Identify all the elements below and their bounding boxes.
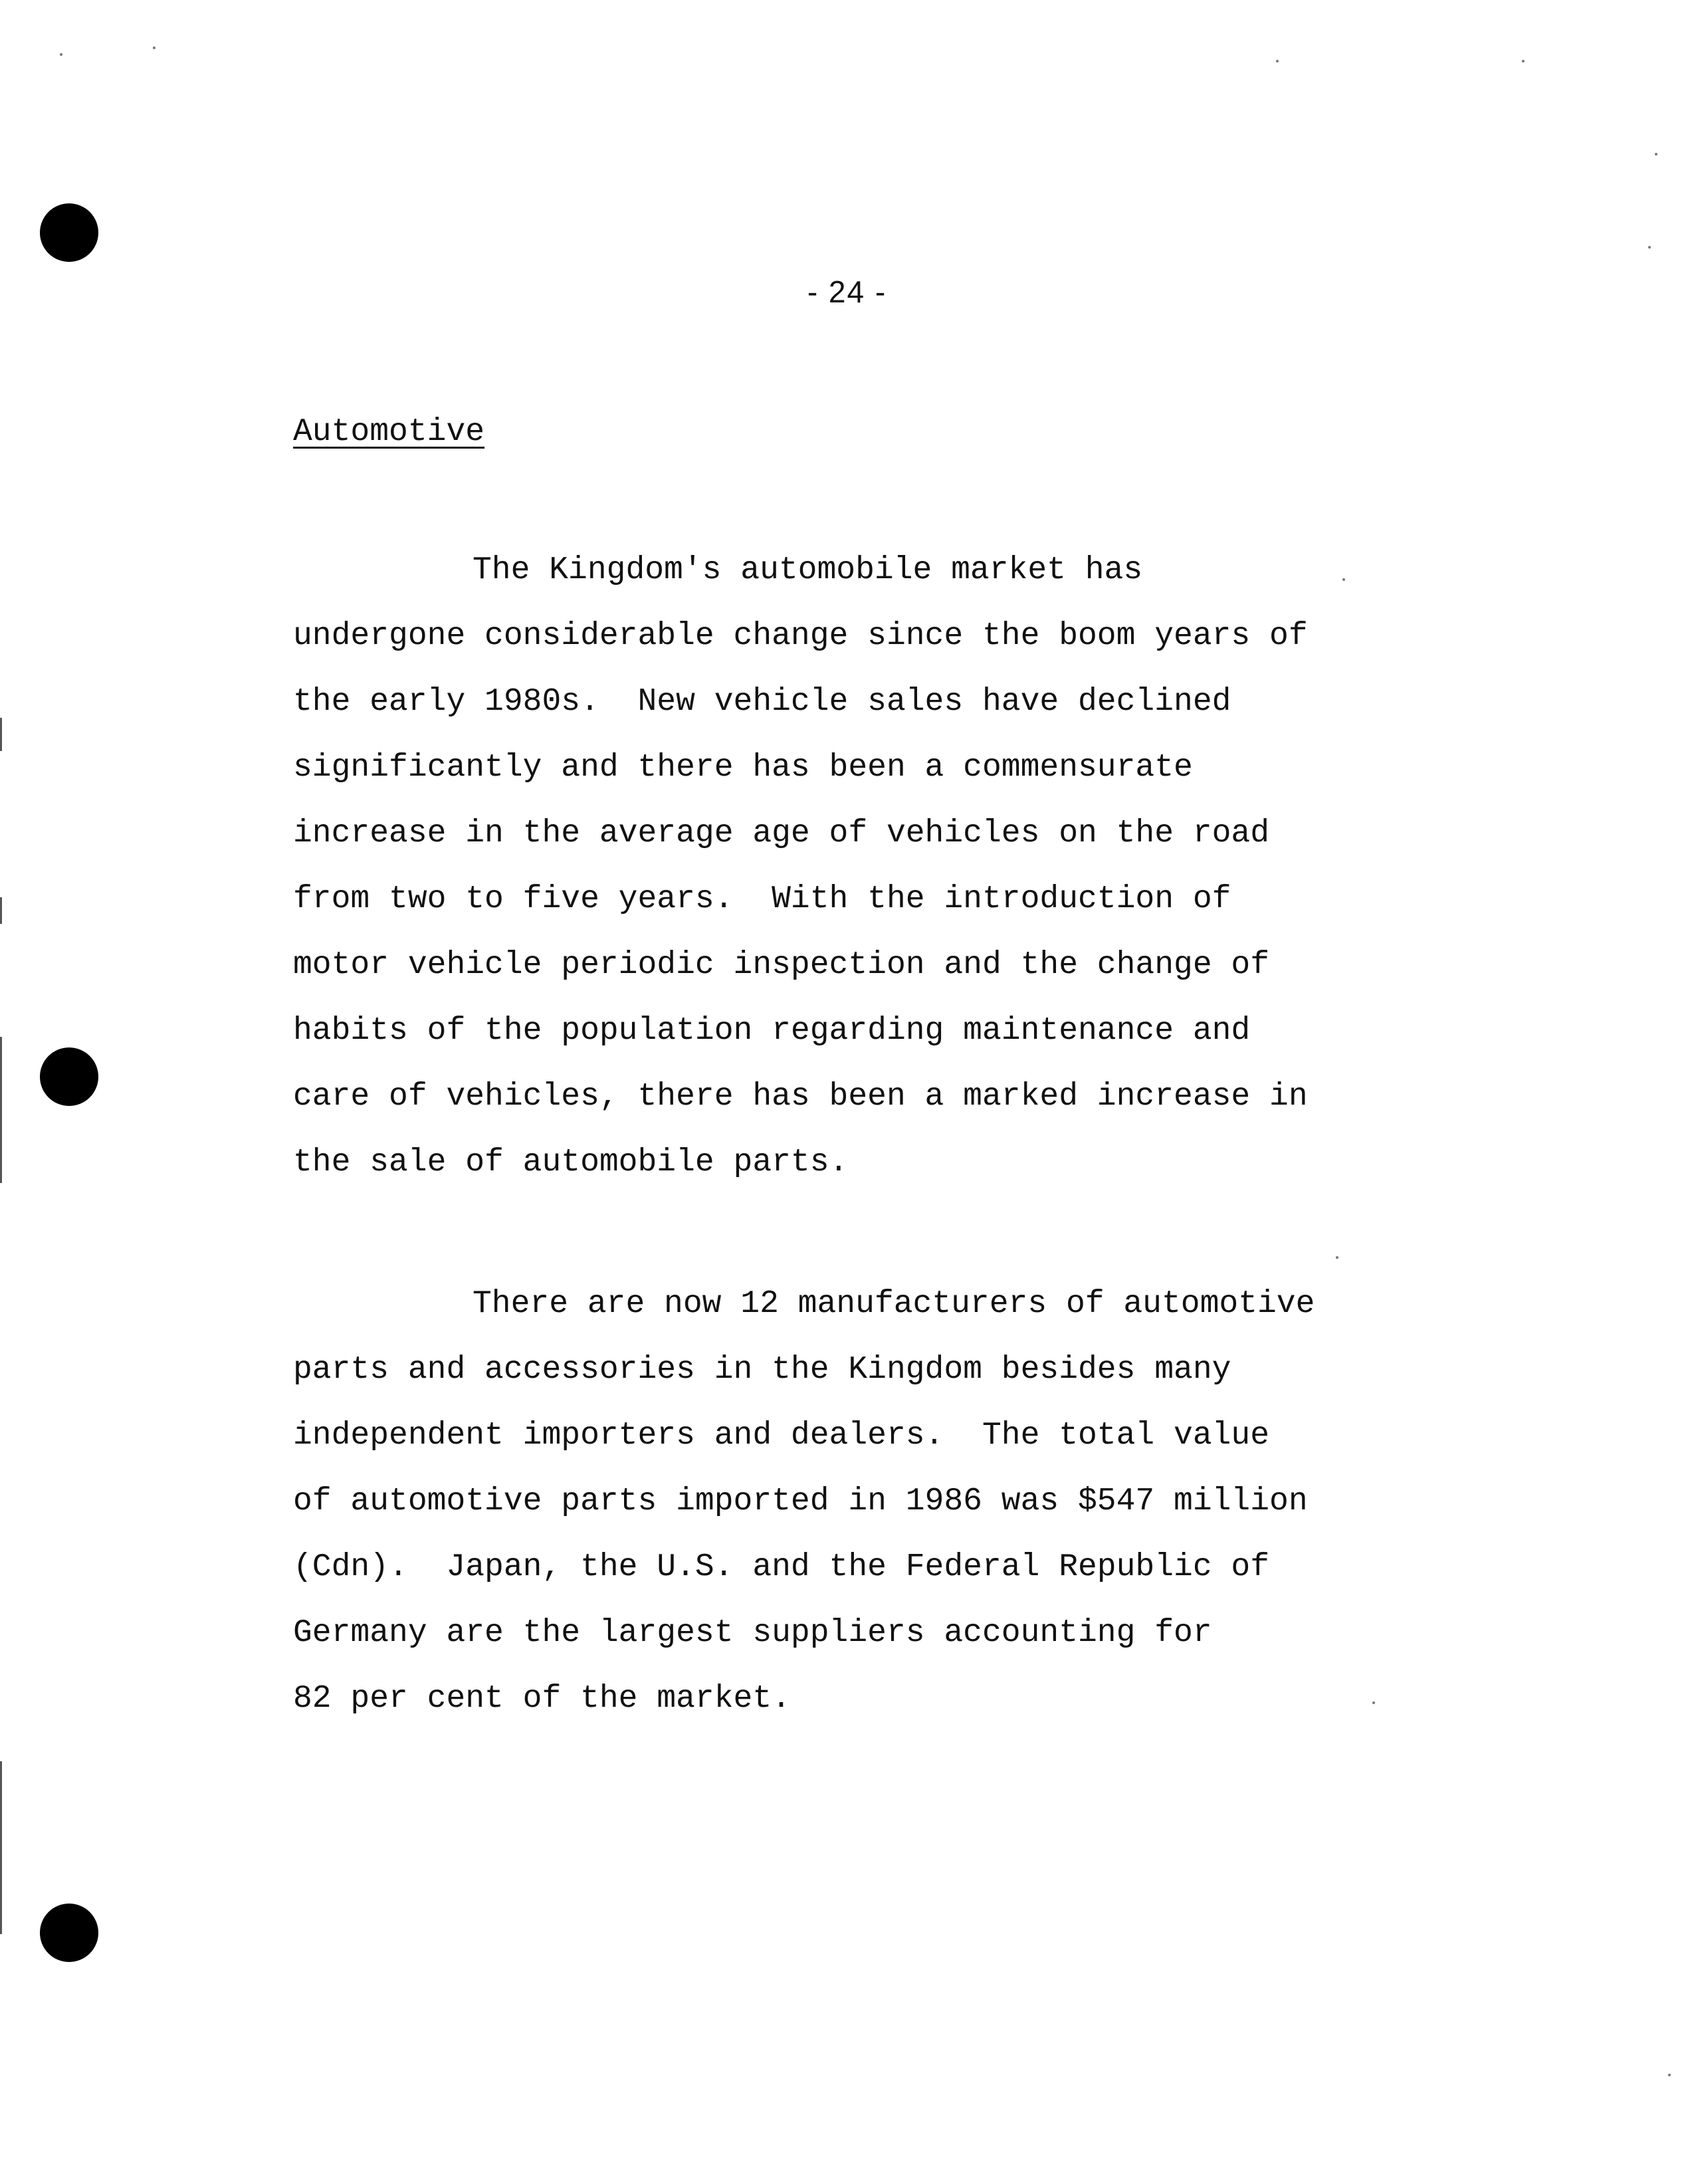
paragraph-line: habits of the population regarding maintenance and	[293, 1013, 1251, 1049]
paragraph-line: motor vehicle periodic inspection and the change of	[293, 947, 1270, 983]
paragraph	[293, 1283, 1383, 1743]
paragraph-line: of automotive parts imported in 1986 was $547 million	[293, 1483, 1308, 1519]
scan-edge-mark	[0, 1037, 2, 1183]
scan-edge-mark	[0, 1761, 2, 1934]
paragraph-line: the sale of automobile parts.	[293, 1145, 849, 1180]
paragraph-line: increase in the average age of vehicles on the road	[293, 816, 1270, 851]
paragraph-line: undergone considerable change since the boom years of	[293, 618, 1308, 654]
paragraph-line: parts and accessories in the Kingdom besides many	[293, 1352, 1231, 1388]
paragraph-line: There are now 12 manufacturers of automotive	[473, 1286, 1315, 1322]
scan-speck	[1648, 246, 1651, 249]
scan-edge-mark	[0, 718, 2, 751]
scan-speck	[60, 53, 62, 56]
scan-speck	[1276, 60, 1279, 62]
scan-edge-mark	[0, 897, 2, 924]
paragraph-line: the early 1980s. New vehicle sales have declined	[293, 684, 1231, 720]
paragraph-line: independent importers and dealers. The total value	[293, 1418, 1270, 1454]
page-number: - 24 -	[807, 274, 887, 309]
paragraph-line: from two to five years. With the introduction of	[293, 881, 1231, 917]
paragraph	[293, 549, 1383, 1207]
paragraph-line: (Cdn). Japan, the U.S. and the Federal Republic of	[293, 1549, 1270, 1585]
paragraph-line: 82 per cent of the market.	[293, 1681, 791, 1717]
punch-hole	[40, 203, 98, 262]
scan-speck	[1655, 153, 1657, 156]
punch-hole	[40, 1047, 98, 1106]
punch-hole	[40, 1904, 98, 1962]
scan-speck	[1668, 2074, 1671, 2076]
section-heading: Automotive	[293, 414, 485, 450]
scan-speck	[153, 47, 156, 49]
scan-speck	[1336, 1256, 1338, 1259]
scan-speck	[1522, 60, 1525, 62]
paragraph-line: care of vehicles, there has been a marked increase in	[293, 1079, 1308, 1115]
paragraph-line: The Kingdom's automobile market has	[473, 552, 1143, 588]
paragraph-line: Germany are the largest suppliers accounting for	[293, 1615, 1212, 1651]
paragraph-line: significantly and there has been a commensurate	[293, 750, 1193, 786]
